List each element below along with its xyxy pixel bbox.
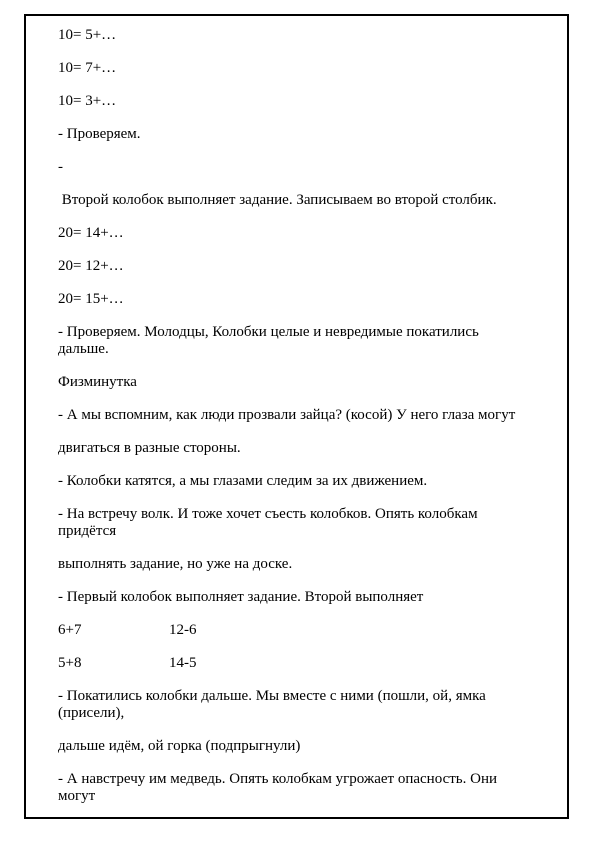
text-paragraph: Второй колобок выполняет задание. Записываем во второй столбик. xyxy=(58,192,497,208)
exercise-row xyxy=(58,622,533,639)
document-body xyxy=(58,27,533,805)
text-paragraph: двигаться в разные стороны. xyxy=(58,440,241,456)
text-paragraph: выполнять задание, но уже на доске. xyxy=(58,556,293,572)
section-heading: Физминутка xyxy=(58,374,137,390)
text-paragraph: придётся xyxy=(58,523,117,539)
text-paragraph: - А навстречу им медведь. Опять колобкам угрожает опасность. Они xyxy=(58,771,498,787)
text-paragraph: дальше. xyxy=(58,341,109,357)
text-paragraph: - Первый колобок выполняет задание. Второй выполняет xyxy=(58,589,424,605)
text-paragraph: - А мы вспомним, как люди прозвали зайца? (косой) У него глаза могут xyxy=(58,407,516,423)
text-paragraph: - Проверяем. Молодцы, Колобки целые и невредимые покатились xyxy=(58,324,479,340)
text-paragraph: - xyxy=(58,159,63,175)
equation-line: 10= 5+… xyxy=(58,27,117,43)
text-paragraph: - На встречу волк. И тоже хочет съесть колобков. Опять колобкам xyxy=(58,506,478,522)
text-paragraph: - Колобки катятся, а мы глазами следим за их движением. xyxy=(58,473,428,489)
equation-line: 20= 12+… xyxy=(58,258,124,274)
equation-line: 20= 14+… xyxy=(58,225,124,241)
equation-line: 10= 7+… xyxy=(58,60,117,76)
exercise-cell: 14-5 xyxy=(169,655,197,671)
text-paragraph: могут xyxy=(58,788,96,804)
text-paragraph: - Покатились колобки дальше. Мы вместе с ними (пошли, ой, ямка xyxy=(58,688,486,704)
text-paragraph: (присели), xyxy=(58,705,125,721)
equation-line: 20= 15+… xyxy=(58,291,124,307)
exercise-cell: 6+7 xyxy=(58,622,82,638)
text-paragraph: дальше идём, ой горка (подпрыгнули) xyxy=(58,738,301,754)
exercise-cell: 12-6 xyxy=(169,622,197,638)
exercise-row xyxy=(58,655,533,672)
text-paragraph: - Проверяем. xyxy=(58,126,141,142)
exercise-cell: 5+8 xyxy=(58,655,82,671)
equation-line: 10= 3+… xyxy=(58,93,117,109)
